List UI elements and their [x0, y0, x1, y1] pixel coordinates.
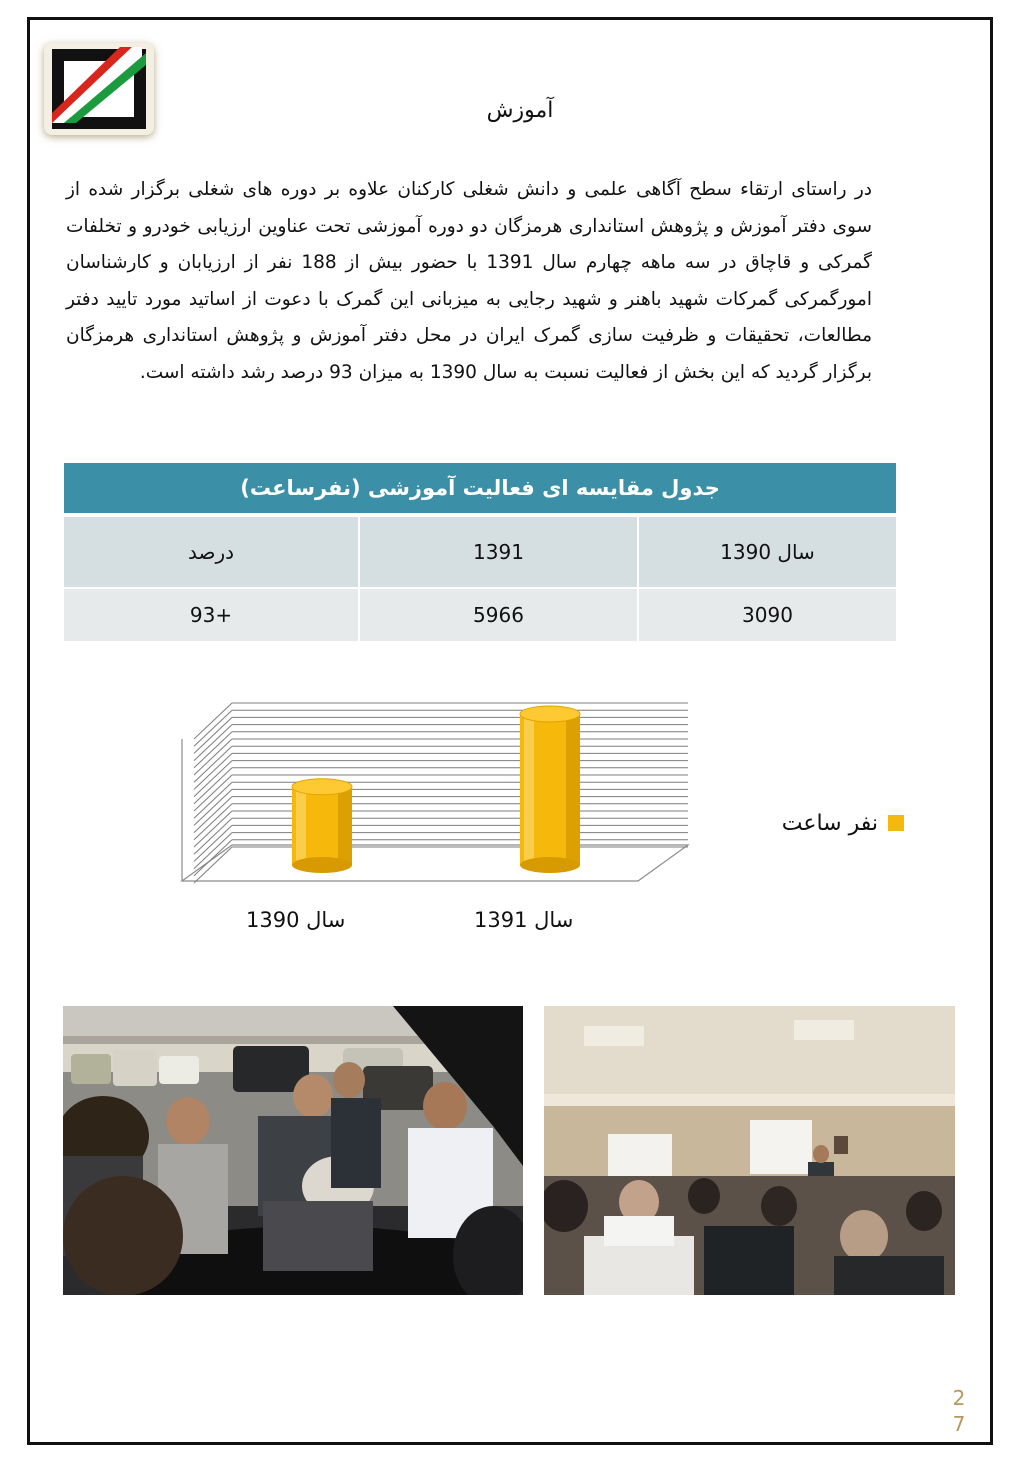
table-cell: 5966 [360, 587, 639, 641]
body-paragraph: در راستای ارتقاء سطح آگاهی علمی و دانش شغلی کارکنان علاوه بر دوره های شغلی برگزار شده از سوی دفتر آموزش و پژوهش استانداری هرمزگان دو دوره آموزشی تحت عناوین ارزیابی خودرو و تخلفات گمرکی و قاچاق در سه ماهه چهارم سال 1391 با حضور بیش از 188 نفر از ارزیابان و کارشناسان امورگمرکی گمرکات شهید باهنر و شهید رجایی به میزبانی این گمرک با دعوت از اساتید مورد تایید دفتر مطالعات، تحقیقات و ظرفیت سازی گمرک ایران در محل دفتر آموزش و پژوهش استانداری هرمزگان برگزار گردید که این بخش از فعالیت نسبت به سال 1390 به میزان 93 درصد رشد داشته است. [66, 179, 872, 383]
x-tick-label: سال 1391 [474, 908, 574, 932]
page-title: آموزش [486, 98, 554, 123]
bar-highlight [296, 787, 306, 865]
gridline-side [194, 804, 232, 840]
table-row [64, 587, 896, 641]
table-cell: 3090 [639, 587, 896, 641]
page-number [946, 1385, 972, 1437]
comparison-table [64, 463, 896, 641]
page-number-digit: 2 [952, 1386, 966, 1410]
photo-vehicle-inspection [63, 1006, 523, 1295]
gridline-side [194, 775, 232, 811]
gridline-side [194, 725, 232, 761]
bar-shadow [566, 714, 580, 865]
bar-cylinder-top [520, 706, 580, 722]
customs-logo [44, 43, 154, 135]
table-title-row [64, 463, 896, 517]
table-cell: +93 [64, 587, 360, 641]
legend-label: نفر ساعت [781, 810, 878, 836]
chart-floor [182, 845, 688, 881]
gridline-side [194, 753, 232, 789]
gridline-side [194, 710, 232, 746]
gridline-side [194, 782, 232, 818]
x-tick-label: سال 1390 [246, 908, 346, 932]
gridline-side [194, 739, 232, 775]
bar-cylinder-base [292, 857, 352, 873]
table-cell: سال 1390 [639, 517, 896, 587]
gridline-side [194, 732, 232, 768]
chart-legend [764, 806, 904, 840]
table-cell: 1391 [360, 517, 639, 587]
photo-classroom [544, 1006, 955, 1295]
gridline-side [194, 811, 232, 847]
bar-cylinder-top [292, 779, 352, 795]
page-number-digit: 7 [952, 1412, 966, 1436]
gridline-side [194, 761, 232, 797]
gridline-side [194, 797, 232, 833]
table-cell: درصد [64, 517, 360, 587]
bar-highlight [524, 714, 534, 865]
table-title: جدول مقایسه ای فعالیت آموزشی (نفرساعت) [64, 463, 896, 517]
bar-shadow [338, 787, 352, 865]
gridline-side [194, 789, 232, 825]
gridline-side [194, 746, 232, 782]
table-row [64, 517, 896, 587]
legend-swatch [888, 815, 904, 831]
gridline-side [194, 703, 232, 739]
gridline-side [194, 768, 232, 804]
gridline-side [194, 717, 232, 753]
bar-cylinder-base [520, 857, 580, 873]
